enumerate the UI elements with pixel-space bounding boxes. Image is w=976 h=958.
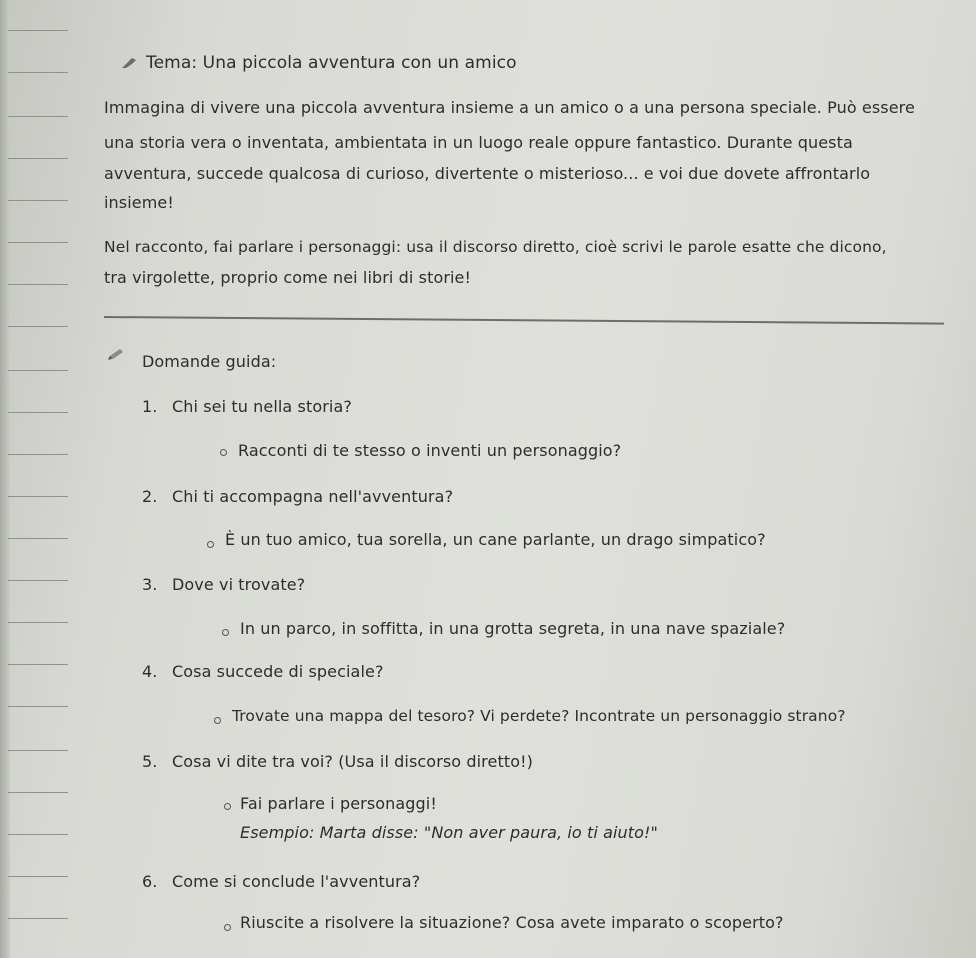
question-number-3: 3. [142, 575, 158, 594]
intro-line-1: Immagina di vivere una piccola avventura insieme a un amico o a una persona speciale. Può essere [104, 98, 915, 117]
bullet-icon [220, 449, 227, 456]
question-number-1: 1. [142, 397, 158, 416]
question-5: Cosa vi dite tra voi? (Usa il discorso diretto!) [172, 752, 533, 771]
question-number-4: 4. [142, 662, 158, 681]
intro-line-3: avventura, succede qualcosa di curioso, divertente o misterioso... e voi due dovete affrontarlo [104, 164, 871, 183]
question-number-2: 2. [142, 487, 158, 506]
bullet-icon [214, 717, 221, 724]
guide-heading: Domande guida: [142, 352, 277, 371]
question-6: Come si conclude l'avventura? [172, 872, 421, 891]
pin-icon [120, 56, 138, 70]
instruction-line-2: tra virgolette, proprio come nei libri di storie! [104, 268, 472, 287]
hint-5a: Fai parlare i personaggi! [240, 794, 437, 813]
question-2: Chi ti accompagna nell'avventura? [172, 487, 454, 506]
bullet-icon [222, 629, 229, 636]
section-divider [104, 316, 944, 325]
instruction-line-1: Nel racconto, fai parlare i personaggi: usa il discorso diretto, cioè scrivi le parole esatte che dicono, [104, 238, 887, 256]
bullet-icon [207, 541, 214, 548]
question-number-6: 6. [142, 872, 158, 891]
hint-6: Riuscite a risolvere la situazione? Cosa avete imparato o scoperto? [240, 913, 784, 932]
hint-3: In un parco, in soffitta, in una grotta segreta, in una nave spaziale? [240, 619, 786, 638]
hint-4: Trovate una mappa del tesoro? Vi perdete? Incontrate un personaggio strano? [232, 707, 846, 725]
hint-1: Racconti di te stesso o inventi un personaggio? [238, 441, 622, 460]
intro-line-4: insieme! [104, 193, 174, 212]
question-number-5: 5. [142, 752, 158, 771]
hint-2: È un tuo amico, tua sorella, un cane parlante, un drago simpatico? [225, 530, 766, 549]
bullet-icon [224, 924, 231, 931]
question-1: Chi sei tu nella storia? [172, 397, 352, 416]
hint-5b: Esempio: Marta disse: "Non aver paura, io ti aiuto!" [240, 823, 659, 842]
pencil-icon [106, 347, 128, 361]
question-4: Cosa succede di speciale? [172, 662, 384, 681]
page-title: Tema: Una piccola avventura con un amico [146, 53, 517, 73]
bullet-icon [224, 803, 231, 810]
margin-lines [0, 0, 80, 958]
question-3: Dove vi trovate? [172, 575, 306, 594]
intro-line-2: una storia vera o inventata, ambientata in un luogo reale oppure fantastico. Durante questa [104, 133, 853, 152]
